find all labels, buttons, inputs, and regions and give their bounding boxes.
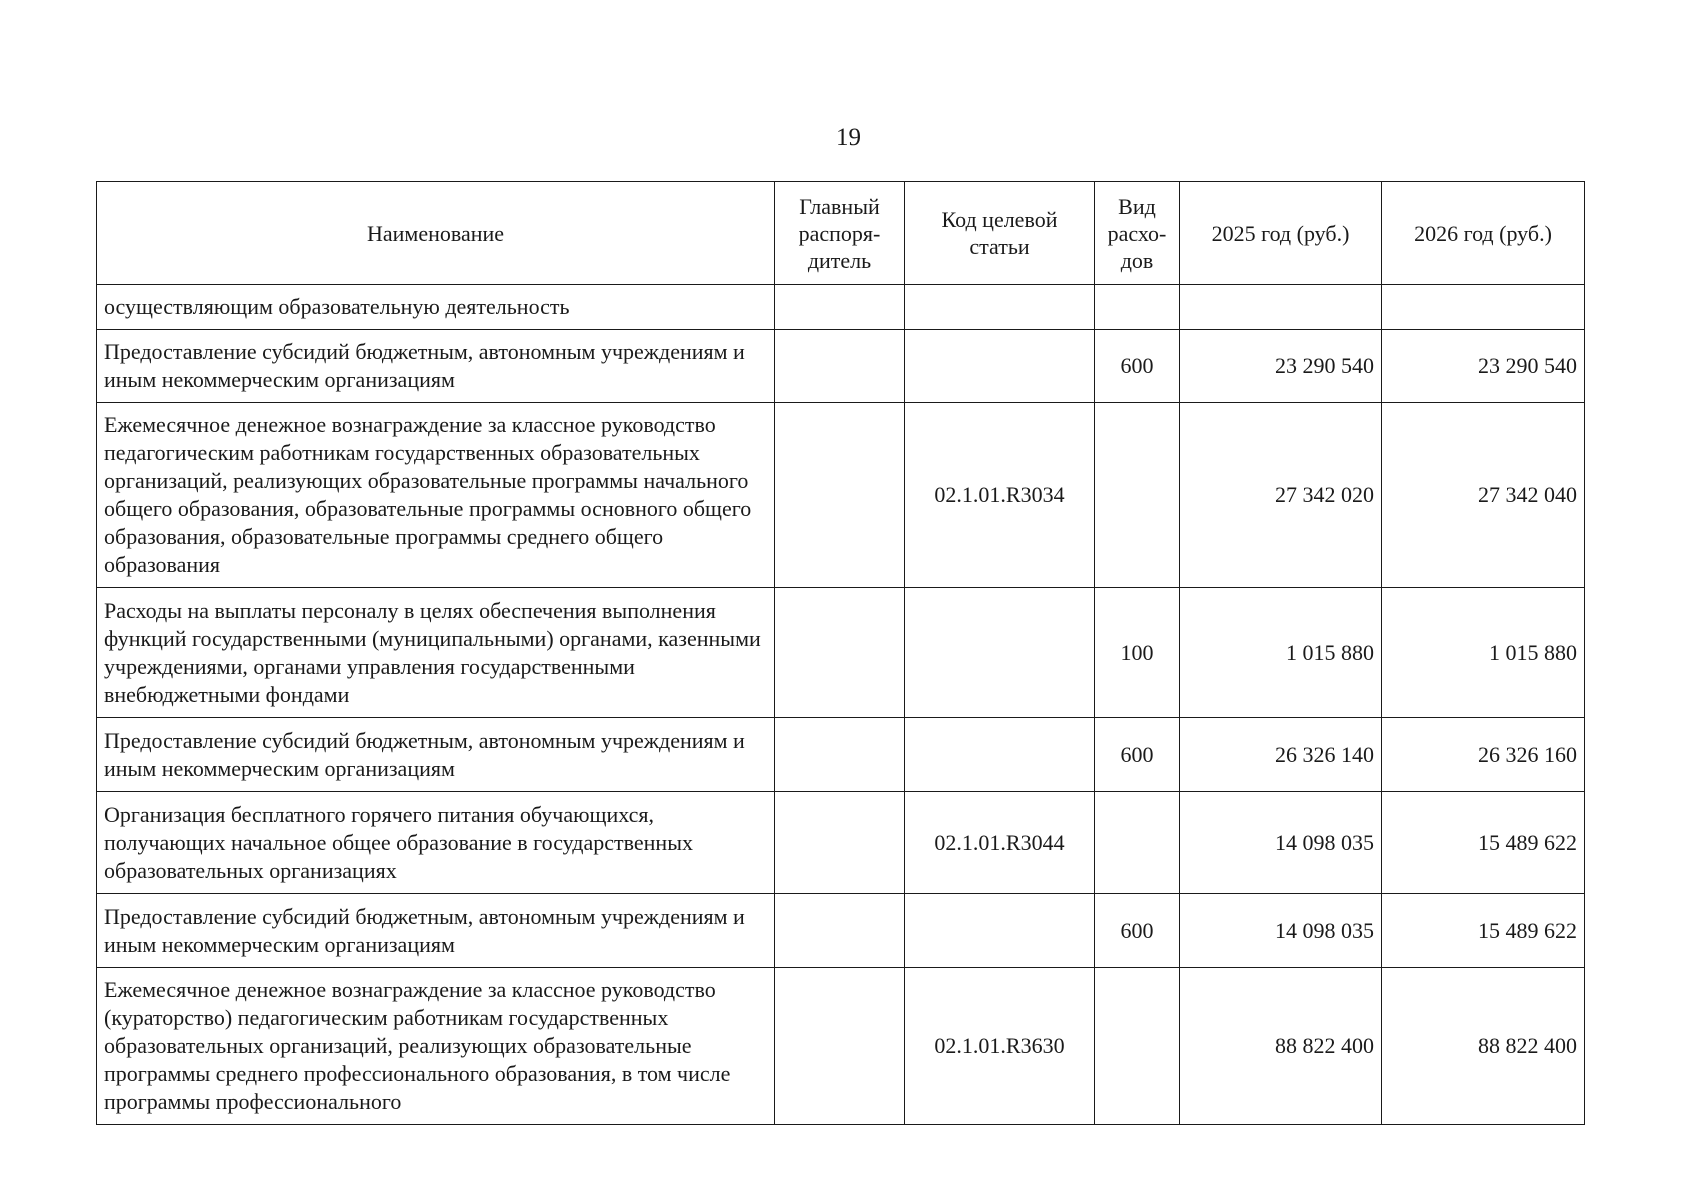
table-row [97, 792, 1585, 894]
cell-2026: 27 342 040 [1382, 403, 1585, 588]
cell-2026: 15 489 622 [1382, 894, 1585, 968]
cell-manager [775, 403, 905, 588]
header-kind: Вид расхо-дов [1095, 182, 1180, 285]
cell-name: Расходы на выплаты персоналу в целях обеспечения выполнения функций государственными (муниципальными) органами, казенными учреждениями, органами управления государственными внебюджетными фондами [97, 588, 775, 718]
table-row [97, 588, 1585, 718]
cell-kind [1095, 285, 1180, 330]
table-row [97, 403, 1585, 588]
cell-name: Ежемесячное денежное вознаграждение за классное руководство педагогическим работникам государственных образовательных организаций, реализующих образовательные программы начального общего образования, образовательные программы основного общего образования, образовательные программы среднего общего образования [97, 403, 775, 588]
cell-name: Ежемесячное денежное вознаграждение за классное руководство (кураторство) педагогическим работникам государственных образовательных организаций, реализующих образовательные программы среднего профессионального образования, в том числе программы профессионального [97, 968, 775, 1125]
table-header-row [97, 182, 1585, 285]
budget-table [96, 181, 1585, 1125]
cell-code: 02.1.01.R3630 [905, 968, 1095, 1125]
table-row [97, 894, 1585, 968]
cell-name: Предоставление субсидий бюджетным, автономным учреждениям и иным некоммерческим организациям [97, 894, 775, 968]
cell-2025: 14 098 035 [1180, 792, 1382, 894]
cell-code [905, 588, 1095, 718]
table-row [97, 718, 1585, 792]
header-manager: Главный распоря-дитель [775, 182, 905, 285]
header-2026: 2026 год (руб.) [1382, 182, 1585, 285]
cell-name: Предоставление субсидий бюджетным, автономным учреждениям и иным некоммерческим организациям [97, 718, 775, 792]
cell-2026 [1382, 285, 1585, 330]
cell-2025: 14 098 035 [1180, 894, 1382, 968]
table-row [97, 968, 1585, 1125]
table-row [97, 285, 1585, 330]
header-2025: 2025 год (руб.) [1180, 182, 1382, 285]
cell-code: 02.1.01.R3044 [905, 792, 1095, 894]
cell-name: Организация бесплатного горячего питания обучающихся, получающих начальное общее образование в государственных образовательных организациях [97, 792, 775, 894]
cell-manager [775, 285, 905, 330]
cell-kind [1095, 792, 1180, 894]
cell-manager [775, 588, 905, 718]
cell-2026: 23 290 540 [1382, 330, 1585, 403]
cell-code [905, 718, 1095, 792]
cell-name: Предоставление субсидий бюджетным, автономным учреждениям и иным некоммерческим организациям [97, 330, 775, 403]
cell-kind: 600 [1095, 718, 1180, 792]
cell-2026: 88 822 400 [1382, 968, 1585, 1125]
cell-2026: 15 489 622 [1382, 792, 1585, 894]
cell-2026: 1 015 880 [1382, 588, 1585, 718]
cell-2025: 23 290 540 [1180, 330, 1382, 403]
header-name: Наименование [97, 182, 775, 285]
cell-code [905, 894, 1095, 968]
cell-code [905, 330, 1095, 403]
cell-2025: 27 342 020 [1180, 403, 1382, 588]
table-row [97, 330, 1585, 403]
page-number: 19 [836, 124, 861, 151]
cell-2026: 26 326 160 [1382, 718, 1585, 792]
cell-kind: 600 [1095, 894, 1180, 968]
cell-manager [775, 894, 905, 968]
cell-code [905, 285, 1095, 330]
cell-name: осуществляющим образовательную деятельность [97, 285, 775, 330]
cell-code: 02.1.01.R3034 [905, 403, 1095, 588]
header-code: Код целевой статьи [905, 182, 1095, 285]
cell-2025 [1180, 285, 1382, 330]
cell-kind: 100 [1095, 588, 1180, 718]
cell-manager [775, 330, 905, 403]
cell-kind: 600 [1095, 330, 1180, 403]
cell-manager [775, 718, 905, 792]
cell-kind [1095, 968, 1180, 1125]
cell-kind [1095, 403, 1180, 588]
cell-2025: 26 326 140 [1180, 718, 1382, 792]
cell-2025: 1 015 880 [1180, 588, 1382, 718]
cell-manager [775, 968, 905, 1125]
cell-manager [775, 792, 905, 894]
cell-2025: 88 822 400 [1180, 968, 1382, 1125]
